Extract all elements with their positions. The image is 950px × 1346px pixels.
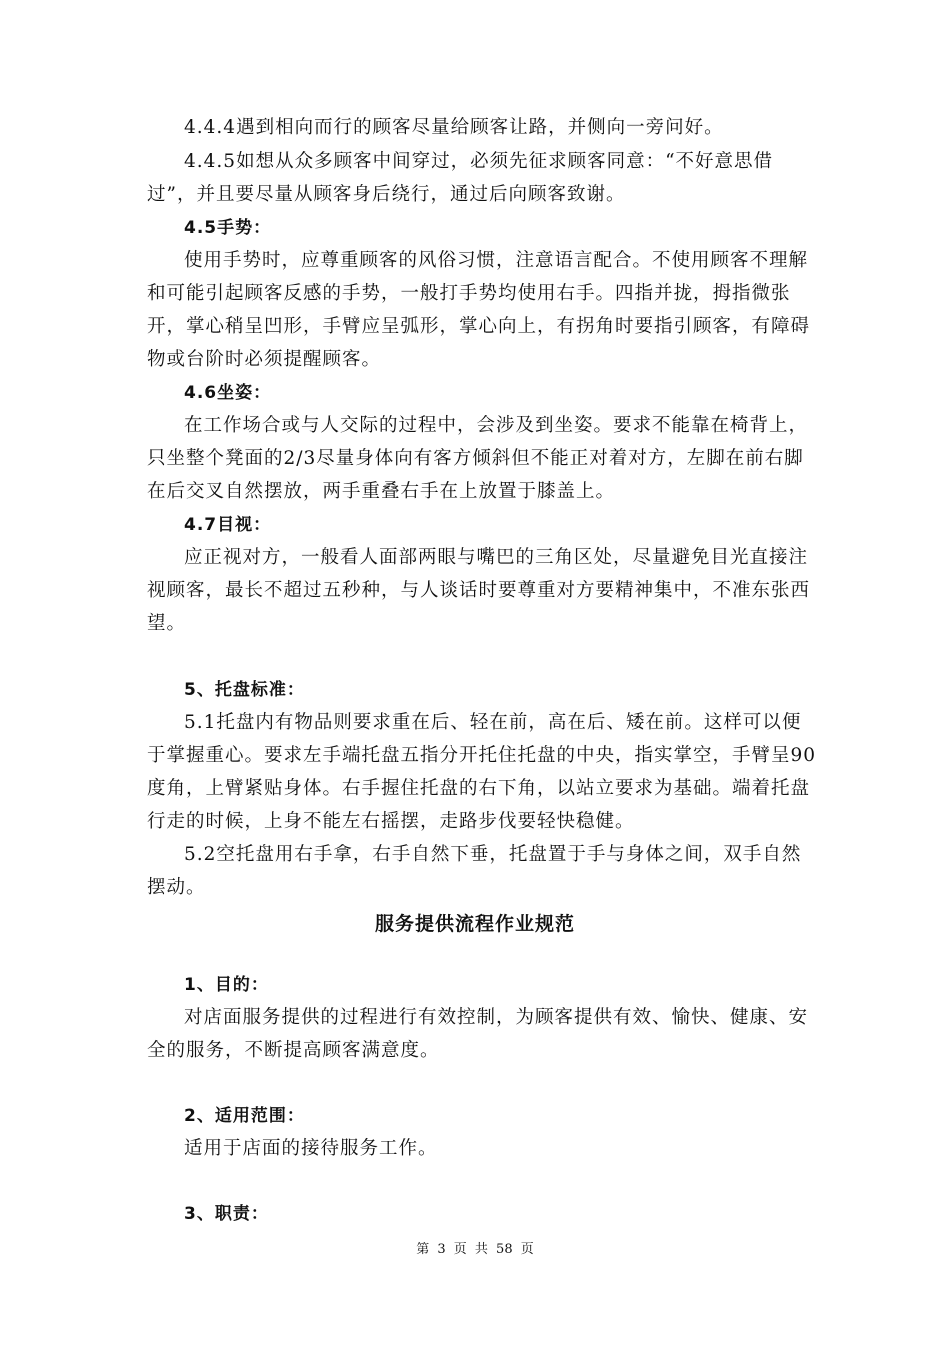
heading-4-5: 4.5手势： bbox=[184, 218, 272, 238]
paragraph-line: 只坐整个凳面的2/3尽量身体向有客方倾斜但不能正对着对方，左脚在前右脚 bbox=[147, 448, 804, 469]
heading-4-7: 4.7目视： bbox=[184, 515, 272, 535]
paragraph-line: 摆动。 bbox=[147, 877, 206, 898]
page-footer: 第 3 页 共 58 页 bbox=[416, 1242, 534, 1257]
paragraph-line: 对店面服务提供的过程进行有效控制，为顾客提供有效、愉快、健康、安 bbox=[184, 1007, 809, 1028]
paragraph-line: 全的服务，不断提高顾客满意度。 bbox=[147, 1040, 440, 1061]
paragraph-line: 使用手势时，应尊重顾客的风俗习惯，注意语言配合。不使用顾客不理解 bbox=[184, 250, 809, 271]
heading-1: 1、目的： bbox=[184, 975, 269, 995]
paragraph-line: 视顾客，最长不超过五秒种，与人谈话时要尊重对方要精神集中，不准东张西 bbox=[147, 580, 811, 601]
paragraph-line: 开，掌心稍呈凹形，手臂应呈弧形，掌心向上，有拐角时要指引顾客，有障碍 bbox=[147, 316, 811, 337]
heading-5: 5、托盘标准： bbox=[184, 680, 305, 700]
paragraph-line: 望。 bbox=[147, 613, 187, 634]
paragraph-line: 4.4.4遇到相向而行的顾客尽量给顾客让路，并侧向一旁问好。 bbox=[184, 117, 724, 138]
paragraph-line: 4.4.5如想从众多顾客中间穿过，必须先征求顾客同意：“不好意思借 bbox=[184, 151, 774, 172]
paragraph-line: 在后交叉自然摆放，两手重叠右手在上放置于膝盖上。 bbox=[147, 481, 616, 502]
paragraph-line: 5.2空托盘用右手拿，右手自然下垂，托盘置于手与身体之间，双手自然 bbox=[184, 844, 802, 865]
paragraph-line: 5.1托盘内有物品则要求重在后、轻在前，高在后、矮在前。这样可以便 bbox=[184, 712, 802, 733]
paragraph-line: 度角，上臂紧贴身体。右手握住托盘的右下角，以站立要求为基础。端着托盘 bbox=[147, 778, 811, 799]
paragraph-line: 和可能引起顾客反感的手势，一般打手势均使用右手。四指并拢，拇指微张 bbox=[147, 283, 791, 304]
section-title: 服务提供流程作业规范 bbox=[374, 913, 575, 935]
heading-4-6: 4.6坐姿： bbox=[184, 383, 272, 403]
paragraph-line: 行走的时候，上身不能左右摇摆，走路步伐要轻快稳健。 bbox=[147, 811, 635, 832]
paragraph-line: 物或台阶时必须提醒顾客。 bbox=[147, 349, 382, 370]
heading-3: 3、职责： bbox=[184, 1204, 269, 1224]
paragraph-line: 过”，并且要尽量从顾客身后绕行，通过后向顾客致谢。 bbox=[147, 184, 626, 205]
paragraph-line: 应正视对方，一般看人面部两眼与嘴巴的三角区处，尽量避免目光直接注 bbox=[184, 547, 809, 568]
paragraph-line: 于掌握重心。要求左手端托盘五指分开托住托盘的中央，指实掌空，手臂呈90 bbox=[147, 745, 817, 766]
paragraph-line: 适用于店面的接待服务工作。 bbox=[184, 1138, 438, 1159]
heading-2: 2、适用范围： bbox=[184, 1106, 305, 1126]
paragraph-line: 在工作场合或与人交际的过程中，会涉及到坐姿。要求不能靠在椅背上， bbox=[184, 415, 809, 436]
